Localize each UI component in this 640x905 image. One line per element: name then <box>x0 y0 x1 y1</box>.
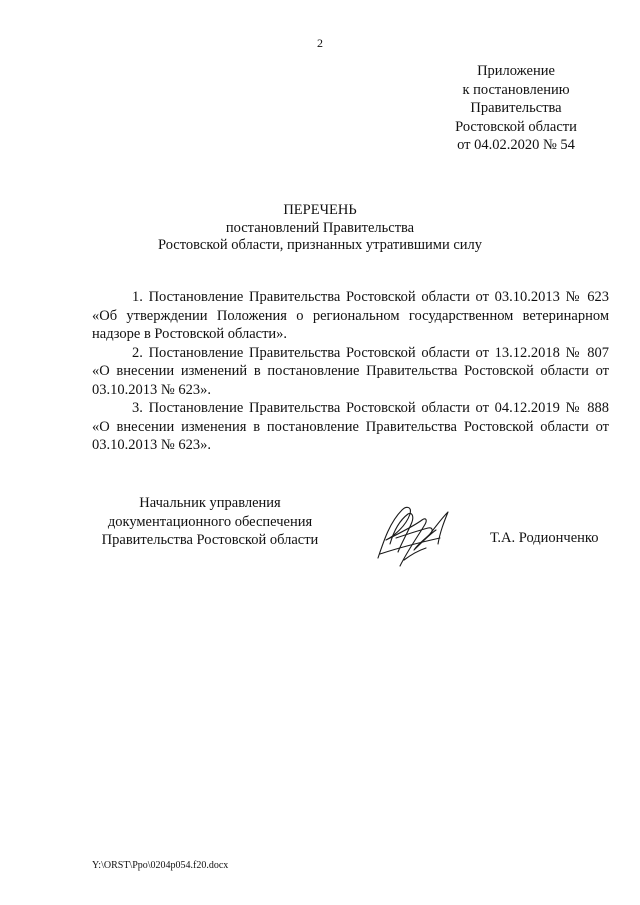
appendix-block <box>430 62 602 155</box>
appendix-line: Приложение <box>477 63 555 79</box>
appendix-line: к постановлению <box>462 81 570 98</box>
signatory-title <box>80 494 340 550</box>
document-title <box>0 202 640 255</box>
title-subtitle-line: постановлений Правительства <box>225 219 415 236</box>
handwritten-signature <box>368 500 468 572</box>
repealed-acts-list <box>92 288 609 455</box>
signatory-title-line: Правительства Ростовской области <box>101 532 319 548</box>
page-number: 2 <box>317 36 323 50</box>
title-subtitle-line: Ростовской области, признанных утратившими силу <box>157 237 483 253</box>
appendix-line: Правительства <box>470 100 562 116</box>
signatory-name: Т.А. Родионченко <box>490 530 599 546</box>
signatory-title-line: Начальник управления <box>139 495 281 511</box>
signatory-title-line: документационного обеспечения <box>107 513 313 530</box>
list-item: 1. Постановление Правительства Ростовской области от 03.10.2013 № 623 «Об утверждении Положения о региональном государственном ветеринарном надзоре в Ростовской области». <box>92 289 609 342</box>
list-item: 3. Постановление Правительства Ростовской области от 04.12.2019 № 888 «О внесении изменения в постановление Правительства Ростовской области от 03.10.2013 № 623». <box>92 400 609 453</box>
appendix-line: Ростовской области <box>455 118 577 135</box>
list-item: 2. Постановление Правительства Ростовской области от 13.12.2018 № 807 «О внесении изменений в постановление Правительства Ростовской области от 03.10.2013 № 623». <box>92 344 609 398</box>
appendix-line: от 04.02.2020 № 54 <box>457 137 575 153</box>
title-heading: ПЕРЕЧЕНЬ <box>283 202 357 218</box>
file-path-footer: Y:\ORST\Ppo\0204p054.f20.docx <box>92 860 229 871</box>
